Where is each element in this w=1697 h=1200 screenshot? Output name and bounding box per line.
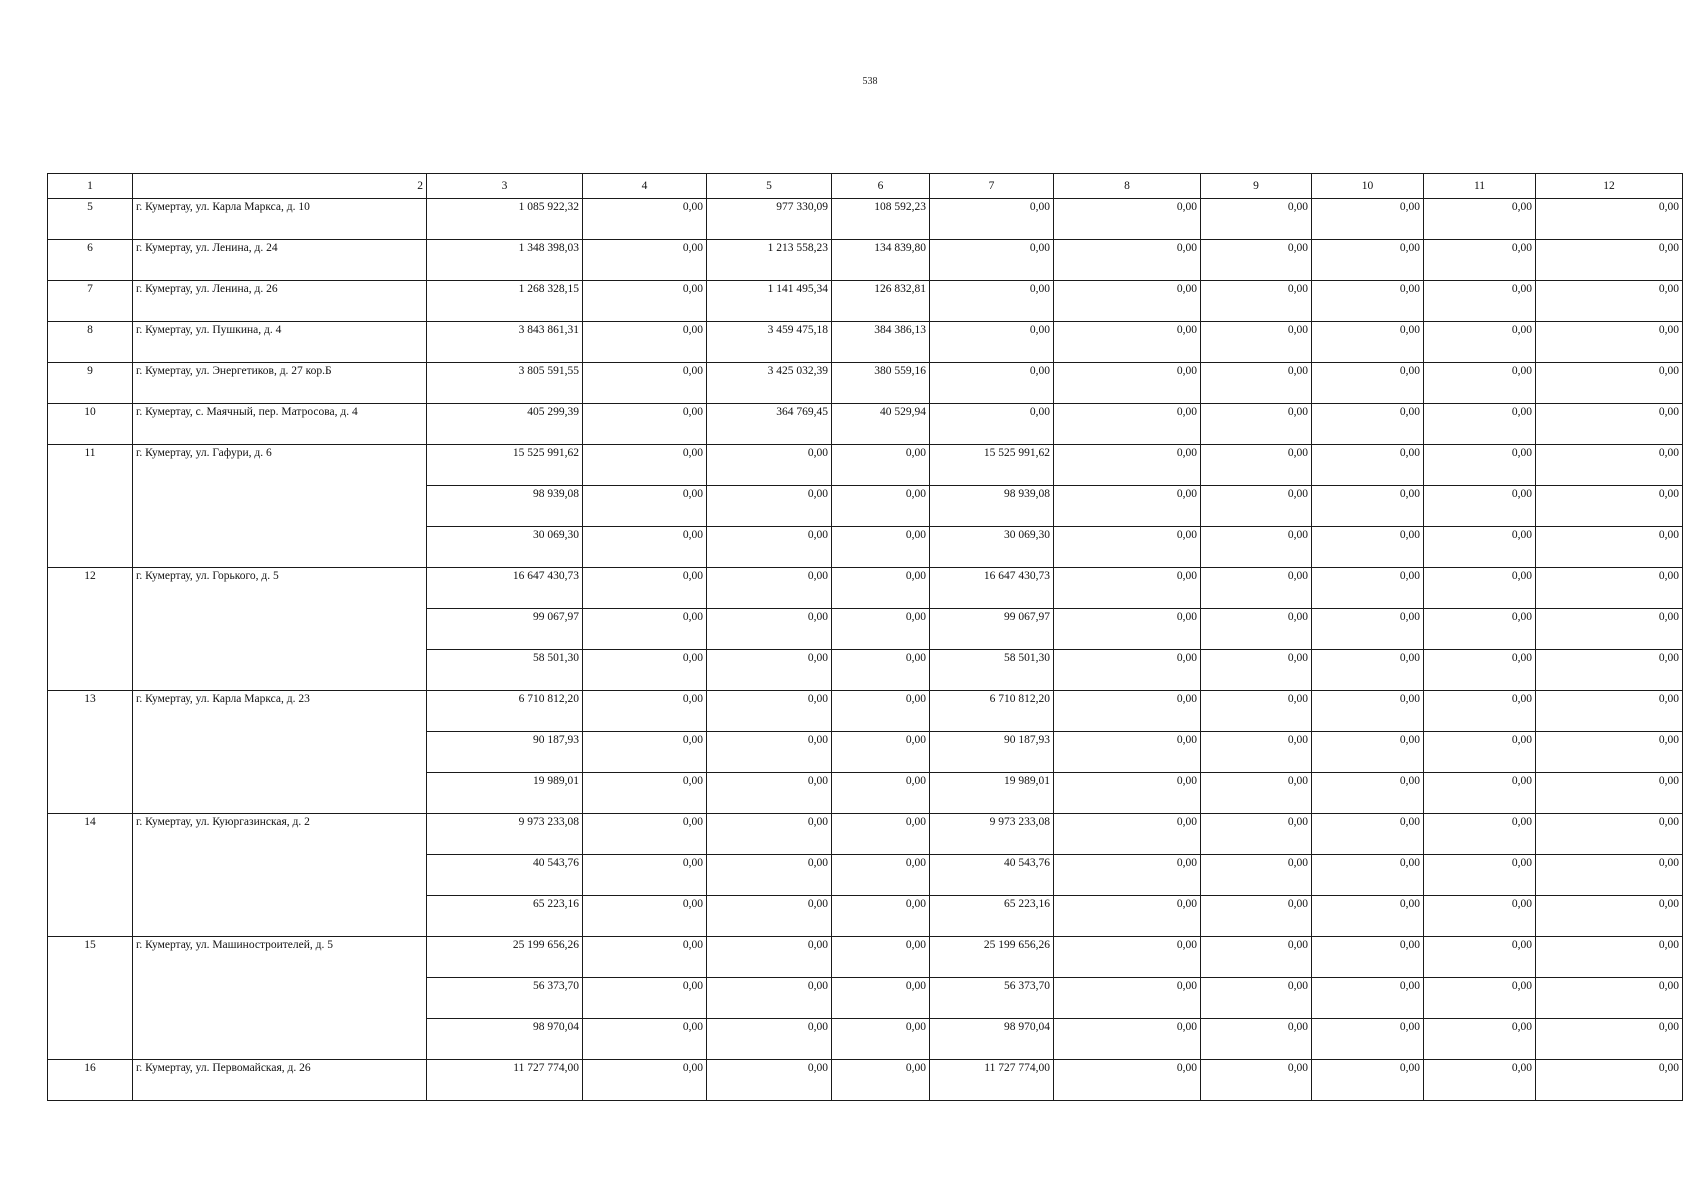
- amount-cell-col-8: 0,00: [1054, 1019, 1201, 1060]
- amount-cell-col-5: 0,00: [707, 1060, 832, 1101]
- amount-cell-col-10: 0,00: [1312, 978, 1424, 1019]
- amount-cell-col-3: 40 543,76: [427, 855, 583, 896]
- amount-cell-col-9: 0,00: [1201, 855, 1312, 896]
- amount-cell-col-3: 1 348 398,03: [427, 240, 583, 281]
- address-cell: г. Кумертау, ул. Машиностроителей, д. 5: [133, 937, 427, 1060]
- amount-cell-col-4: 0,00: [583, 773, 707, 814]
- amount-cell-col-11: 0,00: [1424, 978, 1536, 1019]
- amount-cell-col-3: 405 299,39: [427, 404, 583, 445]
- row-number: 11: [48, 445, 133, 568]
- amount-cell-col-8: 0,00: [1054, 322, 1201, 363]
- amount-cell-col-12: 0,00: [1536, 814, 1683, 855]
- amount-cell-col-3: 15 525 991,62: [427, 445, 583, 486]
- amount-cell-col-10: 0,00: [1312, 568, 1424, 609]
- amount-cell-col-3: 99 067,97: [427, 609, 583, 650]
- amount-cell-col-11: 0,00: [1424, 363, 1536, 404]
- amount-cell-col-4: 0,00: [583, 814, 707, 855]
- address-cell: г. Кумертау, ул. Гафури, д. 6: [133, 445, 427, 568]
- amount-cell-col-11: 0,00: [1424, 281, 1536, 322]
- amount-cell-col-6: 126 832,81: [832, 281, 930, 322]
- amount-cell-col-10: 0,00: [1312, 1060, 1424, 1101]
- amount-cell-col-5: 0,00: [707, 732, 832, 773]
- amount-cell-col-7: 15 525 991,62: [930, 445, 1054, 486]
- amount-cell-col-8: 0,00: [1054, 363, 1201, 404]
- amount-cell-col-5: 0,00: [707, 445, 832, 486]
- amount-cell-col-6: 384 386,13: [832, 322, 930, 363]
- amount-cell-col-12: 0,00: [1536, 1060, 1683, 1101]
- column-header: 5: [707, 174, 832, 199]
- amount-cell-col-9: 0,00: [1201, 486, 1312, 527]
- amount-cell-col-6: 0,00: [832, 1060, 930, 1101]
- amount-cell-col-10: 0,00: [1312, 896, 1424, 937]
- amount-cell-col-5: 0,00: [707, 814, 832, 855]
- amount-cell-col-6: 0,00: [832, 486, 930, 527]
- amount-cell-col-6: 0,00: [832, 650, 930, 691]
- header-row: [48, 174, 1683, 199]
- amount-cell-col-9: 0,00: [1201, 281, 1312, 322]
- amount-cell-col-8: 0,00: [1054, 773, 1201, 814]
- amount-cell-col-4: 0,00: [583, 527, 707, 568]
- amount-cell-col-4: 0,00: [583, 650, 707, 691]
- amount-cell-col-7: 0,00: [930, 363, 1054, 404]
- address-cell: г. Кумертау, ул. Ленина, д. 26: [133, 281, 427, 322]
- amount-cell-col-3: 9 973 233,08: [427, 814, 583, 855]
- row-number: 14: [48, 814, 133, 937]
- amount-cell-col-7: 16 647 430,73: [930, 568, 1054, 609]
- amount-cell-col-7: 98 939,08: [930, 486, 1054, 527]
- amount-cell-col-12: 0,00: [1536, 773, 1683, 814]
- amount-cell-col-6: 0,00: [832, 855, 930, 896]
- amount-cell-col-12: 0,00: [1536, 732, 1683, 773]
- amount-cell-col-12: 0,00: [1536, 896, 1683, 937]
- amount-cell-col-10: 0,00: [1312, 937, 1424, 978]
- amount-cell-col-6: 380 559,16: [832, 363, 930, 404]
- table-row: [48, 568, 1683, 609]
- amount-cell-col-7: 58 501,30: [930, 650, 1054, 691]
- amount-cell-col-9: 0,00: [1201, 199, 1312, 240]
- amount-cell-col-4: 0,00: [583, 199, 707, 240]
- amount-cell-col-3: 3 843 861,31: [427, 322, 583, 363]
- amount-cell-col-3: 6 710 812,20: [427, 691, 583, 732]
- amount-cell-col-4: 0,00: [583, 363, 707, 404]
- amount-cell-col-11: 0,00: [1424, 691, 1536, 732]
- table-row: [48, 691, 1683, 732]
- amount-cell-col-5: 0,00: [707, 773, 832, 814]
- amount-cell-col-3: 30 069,30: [427, 527, 583, 568]
- row-number: 8: [48, 322, 133, 363]
- amount-cell-col-8: 0,00: [1054, 814, 1201, 855]
- column-header: 2: [133, 174, 427, 199]
- address-cell: г. Кумертау, ул. Первомайская, д. 26: [133, 1060, 427, 1101]
- amount-cell-col-8: 0,00: [1054, 896, 1201, 937]
- amount-cell-col-11: 0,00: [1424, 486, 1536, 527]
- amount-cell-col-11: 0,00: [1424, 445, 1536, 486]
- amount-cell-col-4: 0,00: [583, 486, 707, 527]
- amount-cell-col-3: 1 085 922,32: [427, 199, 583, 240]
- amount-cell-col-8: 0,00: [1054, 445, 1201, 486]
- amount-cell-col-4: 0,00: [583, 732, 707, 773]
- amount-cell-col-5: 0,00: [707, 609, 832, 650]
- amount-cell-col-5: 0,00: [707, 691, 832, 732]
- amount-cell-col-4: 0,00: [583, 855, 707, 896]
- amount-cell-col-6: 40 529,94: [832, 404, 930, 445]
- amount-cell-col-4: 0,00: [583, 445, 707, 486]
- amount-cell-col-3: 98 970,04: [427, 1019, 583, 1060]
- amount-cell-col-5: 3 425 032,39: [707, 363, 832, 404]
- address-cell: г. Кумертау, ул. Куюргазинская, д. 2: [133, 814, 427, 937]
- amount-cell-col-9: 0,00: [1201, 896, 1312, 937]
- amount-cell-col-3: 3 805 591,55: [427, 363, 583, 404]
- amount-cell-col-12: 0,00: [1536, 486, 1683, 527]
- amount-cell-col-6: 0,00: [832, 732, 930, 773]
- amount-cell-col-8: 0,00: [1054, 732, 1201, 773]
- amount-cell-col-7: 0,00: [930, 240, 1054, 281]
- row-number: 16: [48, 1060, 133, 1101]
- amount-cell-col-10: 0,00: [1312, 281, 1424, 322]
- amount-cell-col-7: 56 373,70: [930, 978, 1054, 1019]
- amount-cell-col-5: 0,00: [707, 1019, 832, 1060]
- amount-cell-col-3: 25 199 656,26: [427, 937, 583, 978]
- amount-cell-col-12: 0,00: [1536, 527, 1683, 568]
- table-row: [48, 240, 1683, 281]
- amount-cell-col-4: 0,00: [583, 1060, 707, 1101]
- amount-cell-col-9: 0,00: [1201, 1060, 1312, 1101]
- amount-cell-col-4: 0,00: [583, 568, 707, 609]
- amount-cell-col-9: 0,00: [1201, 691, 1312, 732]
- amount-cell-col-5: 0,00: [707, 978, 832, 1019]
- amount-cell-col-4: 0,00: [583, 937, 707, 978]
- amount-cell-col-8: 0,00: [1054, 1060, 1201, 1101]
- column-header: 7: [930, 174, 1054, 199]
- amount-cell-col-8: 0,00: [1054, 855, 1201, 896]
- amount-cell-col-7: 90 187,93: [930, 732, 1054, 773]
- amount-cell-col-4: 0,00: [583, 1019, 707, 1060]
- amount-cell-col-5: 364 769,45: [707, 404, 832, 445]
- amount-cell-col-5: 0,00: [707, 896, 832, 937]
- table-body: [48, 199, 1683, 1101]
- amount-cell-col-7: 30 069,30: [930, 527, 1054, 568]
- amount-cell-col-7: 40 543,76: [930, 855, 1054, 896]
- amount-cell-col-9: 0,00: [1201, 978, 1312, 1019]
- amount-cell-col-8: 0,00: [1054, 404, 1201, 445]
- amount-cell-col-12: 0,00: [1536, 1019, 1683, 1060]
- column-header: 1: [48, 174, 133, 199]
- column-header: 6: [832, 174, 930, 199]
- amount-cell-col-11: 0,00: [1424, 568, 1536, 609]
- amount-cell-col-6: 0,00: [832, 814, 930, 855]
- amount-cell-col-3: 19 989,01: [427, 773, 583, 814]
- amount-cell-col-10: 0,00: [1312, 486, 1424, 527]
- amount-cell-col-6: 0,00: [832, 978, 930, 1019]
- amount-cell-col-12: 0,00: [1536, 199, 1683, 240]
- amount-cell-col-3: 11 727 774,00: [427, 1060, 583, 1101]
- amount-cell-col-10: 0,00: [1312, 1019, 1424, 1060]
- amount-cell-col-9: 0,00: [1201, 322, 1312, 363]
- amount-cell-col-7: 99 067,97: [930, 609, 1054, 650]
- amount-cell-col-11: 0,00: [1424, 527, 1536, 568]
- amount-cell-col-12: 0,00: [1536, 691, 1683, 732]
- amount-cell-col-9: 0,00: [1201, 773, 1312, 814]
- registry-table: [47, 173, 1683, 1101]
- amount-cell-col-12: 0,00: [1536, 568, 1683, 609]
- amount-cell-col-5: 3 459 475,18: [707, 322, 832, 363]
- amount-cell-col-11: 0,00: [1424, 322, 1536, 363]
- amount-cell-col-8: 0,00: [1054, 650, 1201, 691]
- amount-cell-col-10: 0,00: [1312, 814, 1424, 855]
- row-number: 6: [48, 240, 133, 281]
- amount-cell-col-9: 0,00: [1201, 404, 1312, 445]
- address-cell: г. Кумертау, ул. Горького, д. 5: [133, 568, 427, 691]
- amount-cell-col-3: 90 187,93: [427, 732, 583, 773]
- amount-cell-col-11: 0,00: [1424, 732, 1536, 773]
- amount-cell-col-10: 0,00: [1312, 609, 1424, 650]
- amount-cell-col-5: 1 213 558,23: [707, 240, 832, 281]
- row-number: 5: [48, 199, 133, 240]
- table-row: [48, 814, 1683, 855]
- amount-cell-col-8: 0,00: [1054, 978, 1201, 1019]
- table-row: [48, 937, 1683, 978]
- address-cell: г. Кумертау, с. Маячный, пер. Матросова, д. 4: [133, 404, 427, 445]
- amount-cell-col-7: 11 727 774,00: [930, 1060, 1054, 1101]
- amount-cell-col-8: 0,00: [1054, 486, 1201, 527]
- amount-cell-col-5: 0,00: [707, 527, 832, 568]
- amount-cell-col-7: 98 970,04: [930, 1019, 1054, 1060]
- amount-cell-col-4: 0,00: [583, 978, 707, 1019]
- amount-cell-col-8: 0,00: [1054, 199, 1201, 240]
- amount-cell-col-8: 0,00: [1054, 527, 1201, 568]
- amount-cell-col-4: 0,00: [583, 896, 707, 937]
- amount-cell-col-12: 0,00: [1536, 609, 1683, 650]
- amount-cell-col-10: 0,00: [1312, 691, 1424, 732]
- amount-cell-col-4: 0,00: [583, 404, 707, 445]
- row-number: 9: [48, 363, 133, 404]
- column-header: 3: [427, 174, 583, 199]
- amount-cell-col-3: 98 939,08: [427, 486, 583, 527]
- amount-cell-col-6: 0,00: [832, 691, 930, 732]
- amount-cell-col-10: 0,00: [1312, 363, 1424, 404]
- amount-cell-col-12: 0,00: [1536, 281, 1683, 322]
- amount-cell-col-8: 0,00: [1054, 937, 1201, 978]
- amount-cell-col-9: 0,00: [1201, 568, 1312, 609]
- amount-cell-col-9: 0,00: [1201, 937, 1312, 978]
- amount-cell-col-3: 58 501,30: [427, 650, 583, 691]
- amount-cell-col-11: 0,00: [1424, 855, 1536, 896]
- amount-cell-col-9: 0,00: [1201, 1019, 1312, 1060]
- amount-cell-col-6: 0,00: [832, 609, 930, 650]
- amount-cell-col-12: 0,00: [1536, 404, 1683, 445]
- amount-cell-col-12: 0,00: [1536, 855, 1683, 896]
- amount-cell-col-4: 0,00: [583, 322, 707, 363]
- amount-cell-col-6: 0,00: [832, 445, 930, 486]
- amount-cell-col-11: 0,00: [1424, 937, 1536, 978]
- row-number: 7: [48, 281, 133, 322]
- column-header: 4: [583, 174, 707, 199]
- amount-cell-col-11: 0,00: [1424, 814, 1536, 855]
- address-cell: г. Кумертау, ул. Пушкина, д. 4: [133, 322, 427, 363]
- amount-cell-col-7: 0,00: [930, 281, 1054, 322]
- amount-cell-col-4: 0,00: [583, 609, 707, 650]
- amount-cell-col-3: 56 373,70: [427, 978, 583, 1019]
- amount-cell-col-5: 1 141 495,34: [707, 281, 832, 322]
- address-cell: г. Кумертау, ул. Карла Маркса, д. 10: [133, 199, 427, 240]
- amount-cell-col-7: 6 710 812,20: [930, 691, 1054, 732]
- amount-cell-col-11: 0,00: [1424, 609, 1536, 650]
- row-number: 15: [48, 937, 133, 1060]
- amount-cell-col-10: 0,00: [1312, 240, 1424, 281]
- amount-cell-col-9: 0,00: [1201, 527, 1312, 568]
- amount-cell-col-12: 0,00: [1536, 445, 1683, 486]
- column-header: 8: [1054, 174, 1201, 199]
- amount-cell-col-6: 0,00: [832, 527, 930, 568]
- amount-cell-col-10: 0,00: [1312, 773, 1424, 814]
- amount-cell-col-10: 0,00: [1312, 445, 1424, 486]
- amount-cell-col-11: 0,00: [1424, 773, 1536, 814]
- amount-cell-col-9: 0,00: [1201, 445, 1312, 486]
- amount-cell-col-5: 0,00: [707, 855, 832, 896]
- amount-cell-col-12: 0,00: [1536, 240, 1683, 281]
- amount-cell-col-11: 0,00: [1424, 650, 1536, 691]
- amount-cell-col-11: 0,00: [1424, 199, 1536, 240]
- amount-cell-col-8: 0,00: [1054, 568, 1201, 609]
- amount-cell-col-9: 0,00: [1201, 363, 1312, 404]
- address-cell: г. Кумертау, ул. Энергетиков, д. 27 кор.Б: [133, 363, 427, 404]
- amount-cell-col-12: 0,00: [1536, 650, 1683, 691]
- amount-cell-col-8: 0,00: [1054, 240, 1201, 281]
- row-number: 12: [48, 568, 133, 691]
- amount-cell-col-11: 0,00: [1424, 1060, 1536, 1101]
- amount-cell-col-10: 0,00: [1312, 732, 1424, 773]
- amount-cell-col-6: 0,00: [832, 1019, 930, 1060]
- amount-cell-col-5: 0,00: [707, 937, 832, 978]
- amount-cell-col-6: 0,00: [832, 937, 930, 978]
- column-header: 9: [1201, 174, 1312, 199]
- amount-cell-col-7: 9 973 233,08: [930, 814, 1054, 855]
- amount-cell-col-10: 0,00: [1312, 527, 1424, 568]
- amount-cell-col-3: 65 223,16: [427, 896, 583, 937]
- amount-cell-col-12: 0,00: [1536, 363, 1683, 404]
- amount-cell-col-10: 0,00: [1312, 650, 1424, 691]
- amount-cell-col-7: 0,00: [930, 404, 1054, 445]
- amount-cell-col-4: 0,00: [583, 240, 707, 281]
- column-header: 11: [1424, 174, 1536, 199]
- amount-cell-col-7: 25 199 656,26: [930, 937, 1054, 978]
- column-header: 12: [1536, 174, 1683, 199]
- amount-cell-col-6: 0,00: [832, 773, 930, 814]
- amount-cell-col-7: 0,00: [930, 322, 1054, 363]
- amount-cell-col-6: 134 839,80: [832, 240, 930, 281]
- address-cell: г. Кумертау, ул. Ленина, д. 24: [133, 240, 427, 281]
- amount-cell-col-7: 0,00: [930, 199, 1054, 240]
- amount-cell-col-11: 0,00: [1424, 240, 1536, 281]
- amount-cell-col-9: 0,00: [1201, 732, 1312, 773]
- column-header: 10: [1312, 174, 1424, 199]
- amount-cell-col-10: 0,00: [1312, 199, 1424, 240]
- amount-cell-col-9: 0,00: [1201, 650, 1312, 691]
- row-number: 10: [48, 404, 133, 445]
- amount-cell-col-3: 16 647 430,73: [427, 568, 583, 609]
- table-row: [48, 445, 1683, 486]
- table-row: [48, 199, 1683, 240]
- table-row: [48, 363, 1683, 404]
- page-number: 538: [862, 76, 878, 87]
- amount-cell-col-7: 19 989,01: [930, 773, 1054, 814]
- amount-cell-col-9: 0,00: [1201, 240, 1312, 281]
- table-row: [48, 322, 1683, 363]
- amount-cell-col-4: 0,00: [583, 281, 707, 322]
- amount-cell-col-5: 0,00: [707, 650, 832, 691]
- row-number: 13: [48, 691, 133, 814]
- amount-cell-col-11: 0,00: [1424, 404, 1536, 445]
- amount-cell-col-7: 65 223,16: [930, 896, 1054, 937]
- amount-cell-col-12: 0,00: [1536, 978, 1683, 1019]
- amount-cell-col-6: 0,00: [832, 568, 930, 609]
- amount-cell-col-6: 108 592,23: [832, 199, 930, 240]
- amount-cell-col-6: 0,00: [832, 896, 930, 937]
- amount-cell-col-12: 0,00: [1536, 937, 1683, 978]
- amount-cell-col-11: 0,00: [1424, 896, 1536, 937]
- amount-cell-col-5: 977 330,09: [707, 199, 832, 240]
- amount-cell-col-9: 0,00: [1201, 814, 1312, 855]
- table-row: [48, 1060, 1683, 1101]
- amount-cell-col-10: 0,00: [1312, 855, 1424, 896]
- amount-cell-col-3: 1 268 328,15: [427, 281, 583, 322]
- amount-cell-col-10: 0,00: [1312, 404, 1424, 445]
- amount-cell-col-10: 0,00: [1312, 322, 1424, 363]
- amount-cell-col-9: 0,00: [1201, 609, 1312, 650]
- table-row: [48, 404, 1683, 445]
- amount-cell-col-8: 0,00: [1054, 691, 1201, 732]
- table-row: [48, 281, 1683, 322]
- amount-cell-col-12: 0,00: [1536, 322, 1683, 363]
- amount-cell-col-11: 0,00: [1424, 1019, 1536, 1060]
- address-cell: г. Кумертау, ул. Карла Маркса, д. 23: [133, 691, 427, 814]
- amount-cell-col-8: 0,00: [1054, 281, 1201, 322]
- amount-cell-col-5: 0,00: [707, 568, 832, 609]
- amount-cell-col-5: 0,00: [707, 486, 832, 527]
- amount-cell-col-8: 0,00: [1054, 609, 1201, 650]
- amount-cell-col-4: 0,00: [583, 691, 707, 732]
